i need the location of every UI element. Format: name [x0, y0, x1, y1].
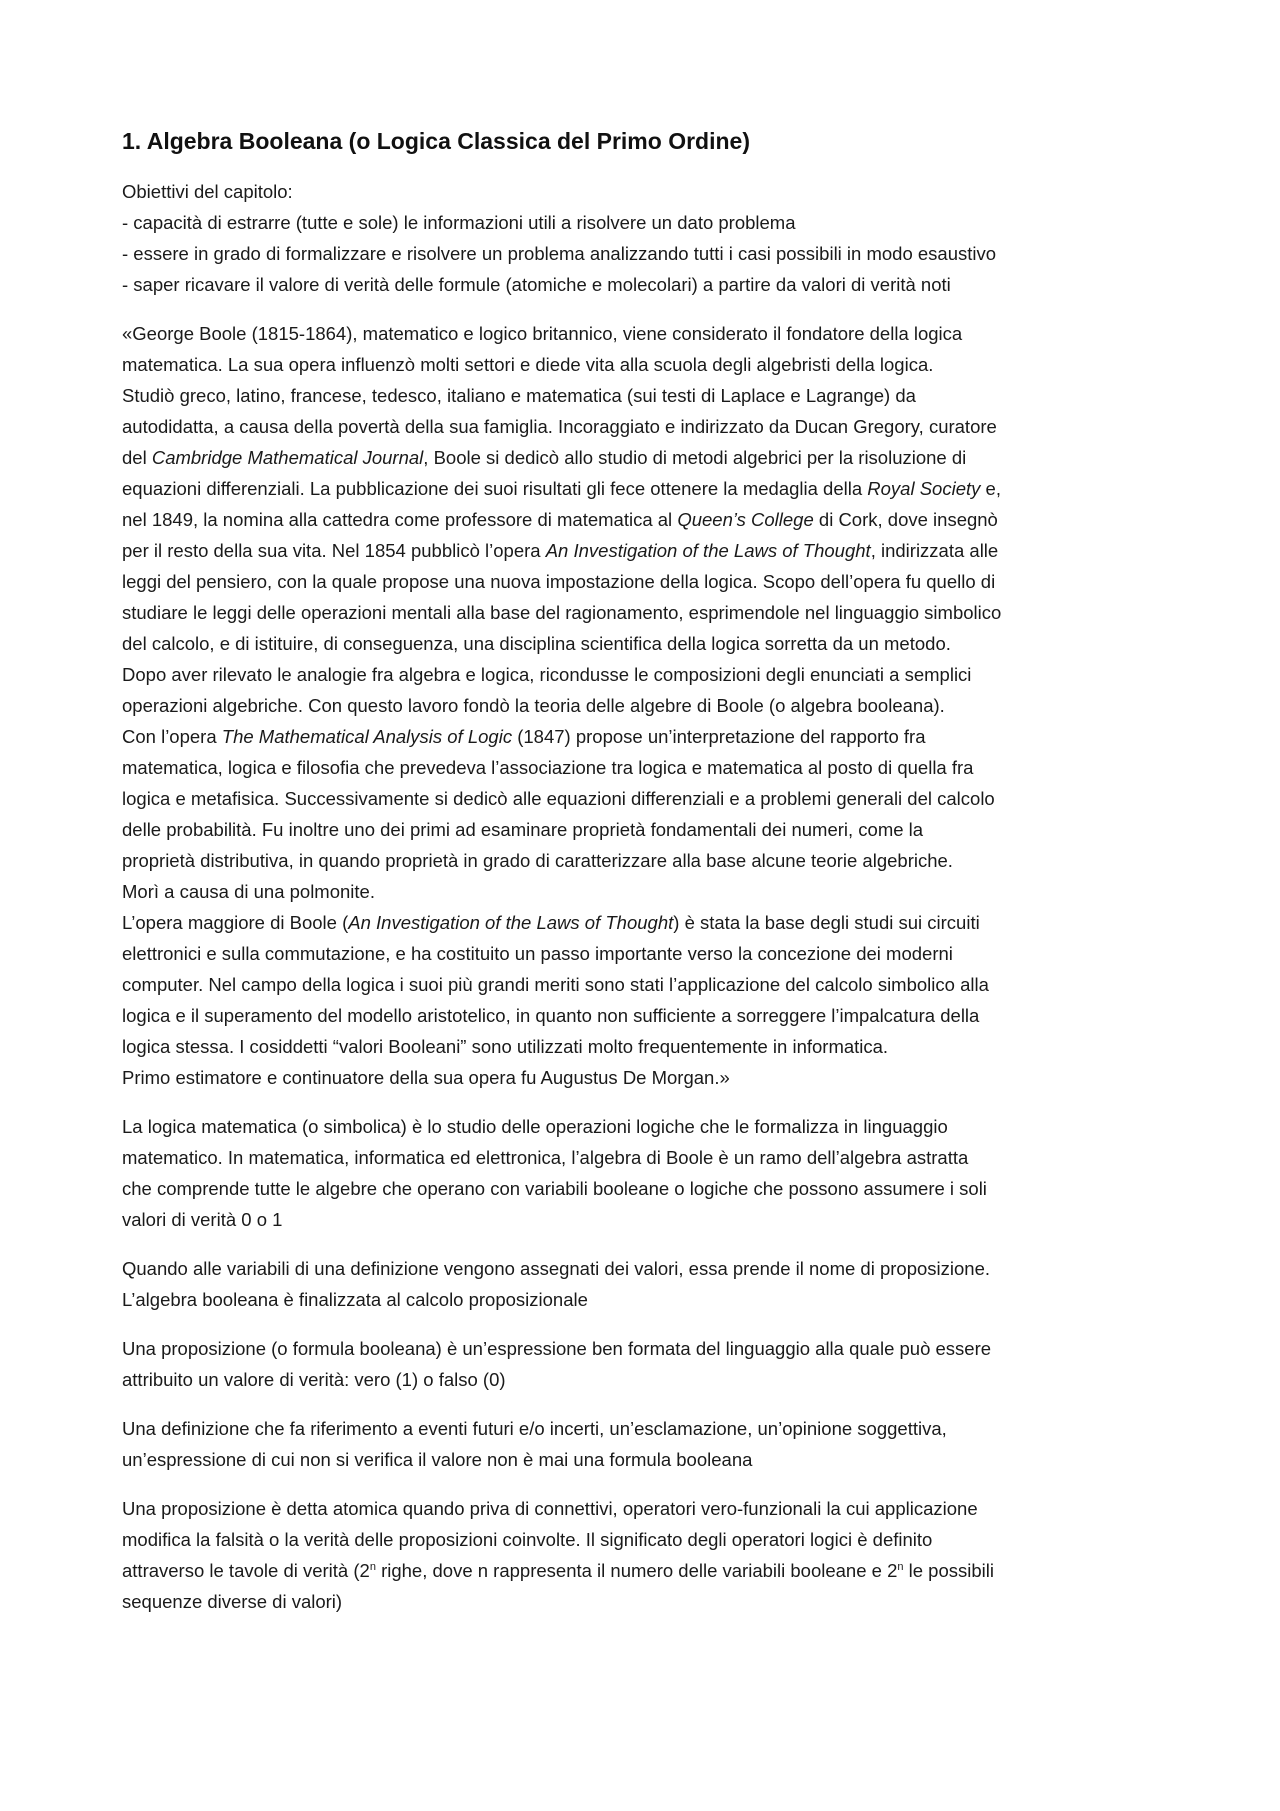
paragraph-line: matematico. In matematica, informatica ed elettronica, l’algebra di Boole è un ramo dell’algebra astratta — [122, 1147, 969, 1168]
quote-line — [122, 721, 1172, 752]
quote-line — [122, 597, 1172, 628]
quote-line — [122, 659, 1172, 690]
quote-text: «George Boole (1815-1864), matematico e logico britannico, viene considerato il fondatore della logica — [122, 323, 963, 344]
italic-title: An Investigation of the Laws of Thought — [348, 912, 674, 933]
objectives-heading: Obiettivi del capitolo: — [122, 181, 293, 202]
quote-line — [122, 969, 1172, 1000]
superscript-n: n — [369, 1560, 376, 1573]
paragraph-line: L’algebra booleana è finalizzata al calcolo proposizionale — [122, 1289, 588, 1310]
paragraph-line: Una proposizione è detta atomica quando priva di connettivi, operatori vero-funzionali la cui applicazione — [122, 1498, 978, 1519]
paragraph-line: sequenze diverse di valori) — [122, 1591, 343, 1612]
italic-title: The Mathematical Analysis of Logic — [221, 726, 513, 747]
italic-title: Queen’s College — [677, 509, 814, 530]
quote-text: di Cork, dove insegnò — [813, 509, 998, 530]
paragraph-line: che comprende tutte le algebre che operano con variabili booleane o logiche che possono assumere i soli — [122, 1178, 987, 1199]
document-page — [122, 126, 1172, 1635]
paragraph — [122, 1333, 1172, 1395]
quote-text: computer. Nel campo della logica i suoi più grandi meriti sono stati l’applicazione del calcolo simbolico alla — [122, 974, 989, 995]
quote-text: Con l’opera — [122, 726, 222, 747]
paragraph-line: valori di verità 0 o 1 — [122, 1209, 283, 1230]
objective-item: - essere in grado di formalizzare e risolvere un problema analizzando tutti i casi possibili in modo esaustivo — [122, 243, 997, 264]
quote-line — [122, 845, 1172, 876]
quote-line — [122, 907, 1172, 938]
italic-title: Royal Society — [867, 478, 981, 499]
paragraph-line: un’espressione di cui non si verifica il valore non è mai una formula booleana — [122, 1449, 753, 1470]
quote-line — [122, 411, 1172, 442]
quote-line — [122, 876, 1172, 907]
quote-text: logica stessa. I cosiddetti “valori Booleani” sono utilizzati molto frequentemente in informatica. — [122, 1036, 889, 1057]
quote-line — [122, 938, 1172, 969]
quote-text: e, — [980, 478, 1001, 499]
paragraph-line: Una proposizione (o formula booleana) è un’espressione ben formata del linguaggio alla quale può essere — [122, 1338, 992, 1359]
chapter-title: 1. Algebra Booleana (o Logica Classica del Primo Ordine) — [122, 128, 750, 154]
quote-line — [122, 1000, 1172, 1031]
quote-text: Studiò greco, latino, francese, tedesco, italiano e matematica (sui testi di Laplace e Lagrange) da — [122, 385, 916, 406]
italic-title: An Investigation of the Laws of Thought — [545, 540, 871, 561]
quote-text: operazioni algebriche. Con questo lavoro fondò la teoria delle algebre di Boole (o algebra booleana). — [122, 695, 945, 716]
quote-text: del — [122, 447, 152, 468]
quote-text: proprietà distributiva, in quando proprietà in grado di caratterizzare alla base alcune teorie algebriche. — [122, 850, 953, 871]
quote-line — [122, 1031, 1172, 1062]
quote-line — [122, 318, 1172, 349]
quote-line — [122, 1062, 1172, 1093]
quote-line — [122, 349, 1172, 380]
italic-title: Cambridge Mathematical Journal — [151, 447, 424, 468]
quote-line — [122, 535, 1172, 566]
quote-line — [122, 566, 1172, 597]
quote-line — [122, 690, 1172, 721]
objectives-section — [122, 176, 1172, 300]
quote-text: matematica, logica e filosofia che prevedeva l’associazione tra logica e matematica al posto di quella fra — [122, 757, 974, 778]
superscript-n: n — [897, 1560, 904, 1573]
paragraph-line: Una definizione che fa riferimento a eventi futuri e/o incerti, un’esclamazione, un’opinione soggettiva, — [122, 1418, 947, 1439]
quote-line — [122, 504, 1172, 535]
body-paragraphs — [122, 1111, 1172, 1617]
quote-text: , Boole si dedicò allo studio di metodi algebrici per la risoluzione di — [423, 447, 967, 468]
paragraph-line: Quando alle variabili di una definizione vengono assegnati dei valori, essa prende il nome di proposizione. — [122, 1258, 991, 1279]
paragraph — [122, 1493, 1172, 1617]
quote-text: autodidatta, a causa della povertà della sua famiglia. Incoraggiato e indirizzato da Ducan Gregory, curatore — [122, 416, 997, 437]
quote-text: Primo estimatore e continuatore della sua opera fu Augustus De Morgan.» — [122, 1067, 730, 1088]
quote-text: ) è stata la base degli studi sui circuiti — [673, 912, 980, 933]
quote-text: Morì a causa di una polmonite. — [122, 881, 375, 902]
quote-text: , indirizzata alle — [870, 540, 999, 561]
paragraph-line: attraverso le tavole di verità (2$^n$ righe, dove n rappresenta il numero delle variabili booleane e 2$^n$ le possibili — [122, 1560, 994, 1581]
quote-text: logica e metafisica. Successivamente si dedicò alle equazioni differenziali e a problemi generali del calcolo — [122, 788, 995, 809]
quote-line — [122, 752, 1172, 783]
paragraph-line: modifica la falsità o la verità delle proposizioni coinvolte. Il significato degli operatori logici è definito — [122, 1529, 933, 1550]
quote-text: delle probabilità. Fu inoltre uno dei primi ad esaminare proprietà fondamentali dei numeri, come la — [122, 819, 924, 840]
paragraph — [122, 1111, 1172, 1235]
boole-biography-quote — [122, 318, 1172, 1093]
objective-item: - saper ricavare il valore di verità delle formule (atomiche e molecolari) a partire da valori di verità noti — [122, 274, 951, 295]
quote-line — [122, 628, 1172, 659]
quote-text: nel 1849, la nomina alla cattedra come professore di matematica al — [122, 509, 678, 530]
paragraph — [122, 1413, 1172, 1475]
paragraph-line: La logica matematica (o simbolica) è lo studio delle operazioni logiche che le formalizza in linguaggio — [122, 1116, 948, 1137]
quote-text: Dopo aver rilevato le analogie fra algebra e logica, ricondusse le composizioni degli enunciati a semplici — [122, 664, 972, 685]
quote-text: (1847) propose un’interpretazione del rapporto fra — [512, 726, 926, 747]
quote-line — [122, 442, 1172, 473]
quote-text: del calcolo, e di istituire, di conseguenza, una disciplina scientifica della logica sorretta da un metodo. — [122, 633, 951, 654]
objective-item: - capacità di estrarre (tutte e sole) le informazioni utili a risolvere un dato problema — [122, 212, 796, 233]
quote-text: leggi del pensiero, con la quale propose una nuova impostazione della logica. Scopo dell’opera fu quello di — [122, 571, 996, 592]
quote-text: equazioni differenziali. La pubblicazione dei suoi risultati gli fece ottenere la medaglia della — [122, 478, 868, 499]
paragraph — [122, 1253, 1172, 1315]
quote-line — [122, 380, 1172, 411]
quote-line — [122, 814, 1172, 845]
quote-text: studiare le leggi delle operazioni mentali alla base del ragionamento, esprimendole nel linguaggio simbolico — [122, 602, 1002, 623]
paragraph-line: attribuito un valore di verità: vero (1) o falso (0) — [122, 1369, 506, 1390]
quote-text: matematica. La sua opera influenzò molti settori e diede vita alla scuola degli algebristi della logica. — [122, 354, 934, 375]
quote-text: elettronici e sulla commutazione, e ha costituito un passo importante verso la concezione dei moderni — [122, 943, 953, 964]
quote-line — [122, 783, 1172, 814]
quote-text: per il resto della sua vita. Nel 1854 pubblicò l’opera — [122, 540, 546, 561]
quote-text: L’opera maggiore di Boole ( — [122, 912, 349, 933]
quote-line — [122, 473, 1172, 504]
quote-text: logica e il superamento del modello aristotelico, in quanto non sufficiente a sorreggere l’impalcatura della — [122, 1005, 980, 1026]
